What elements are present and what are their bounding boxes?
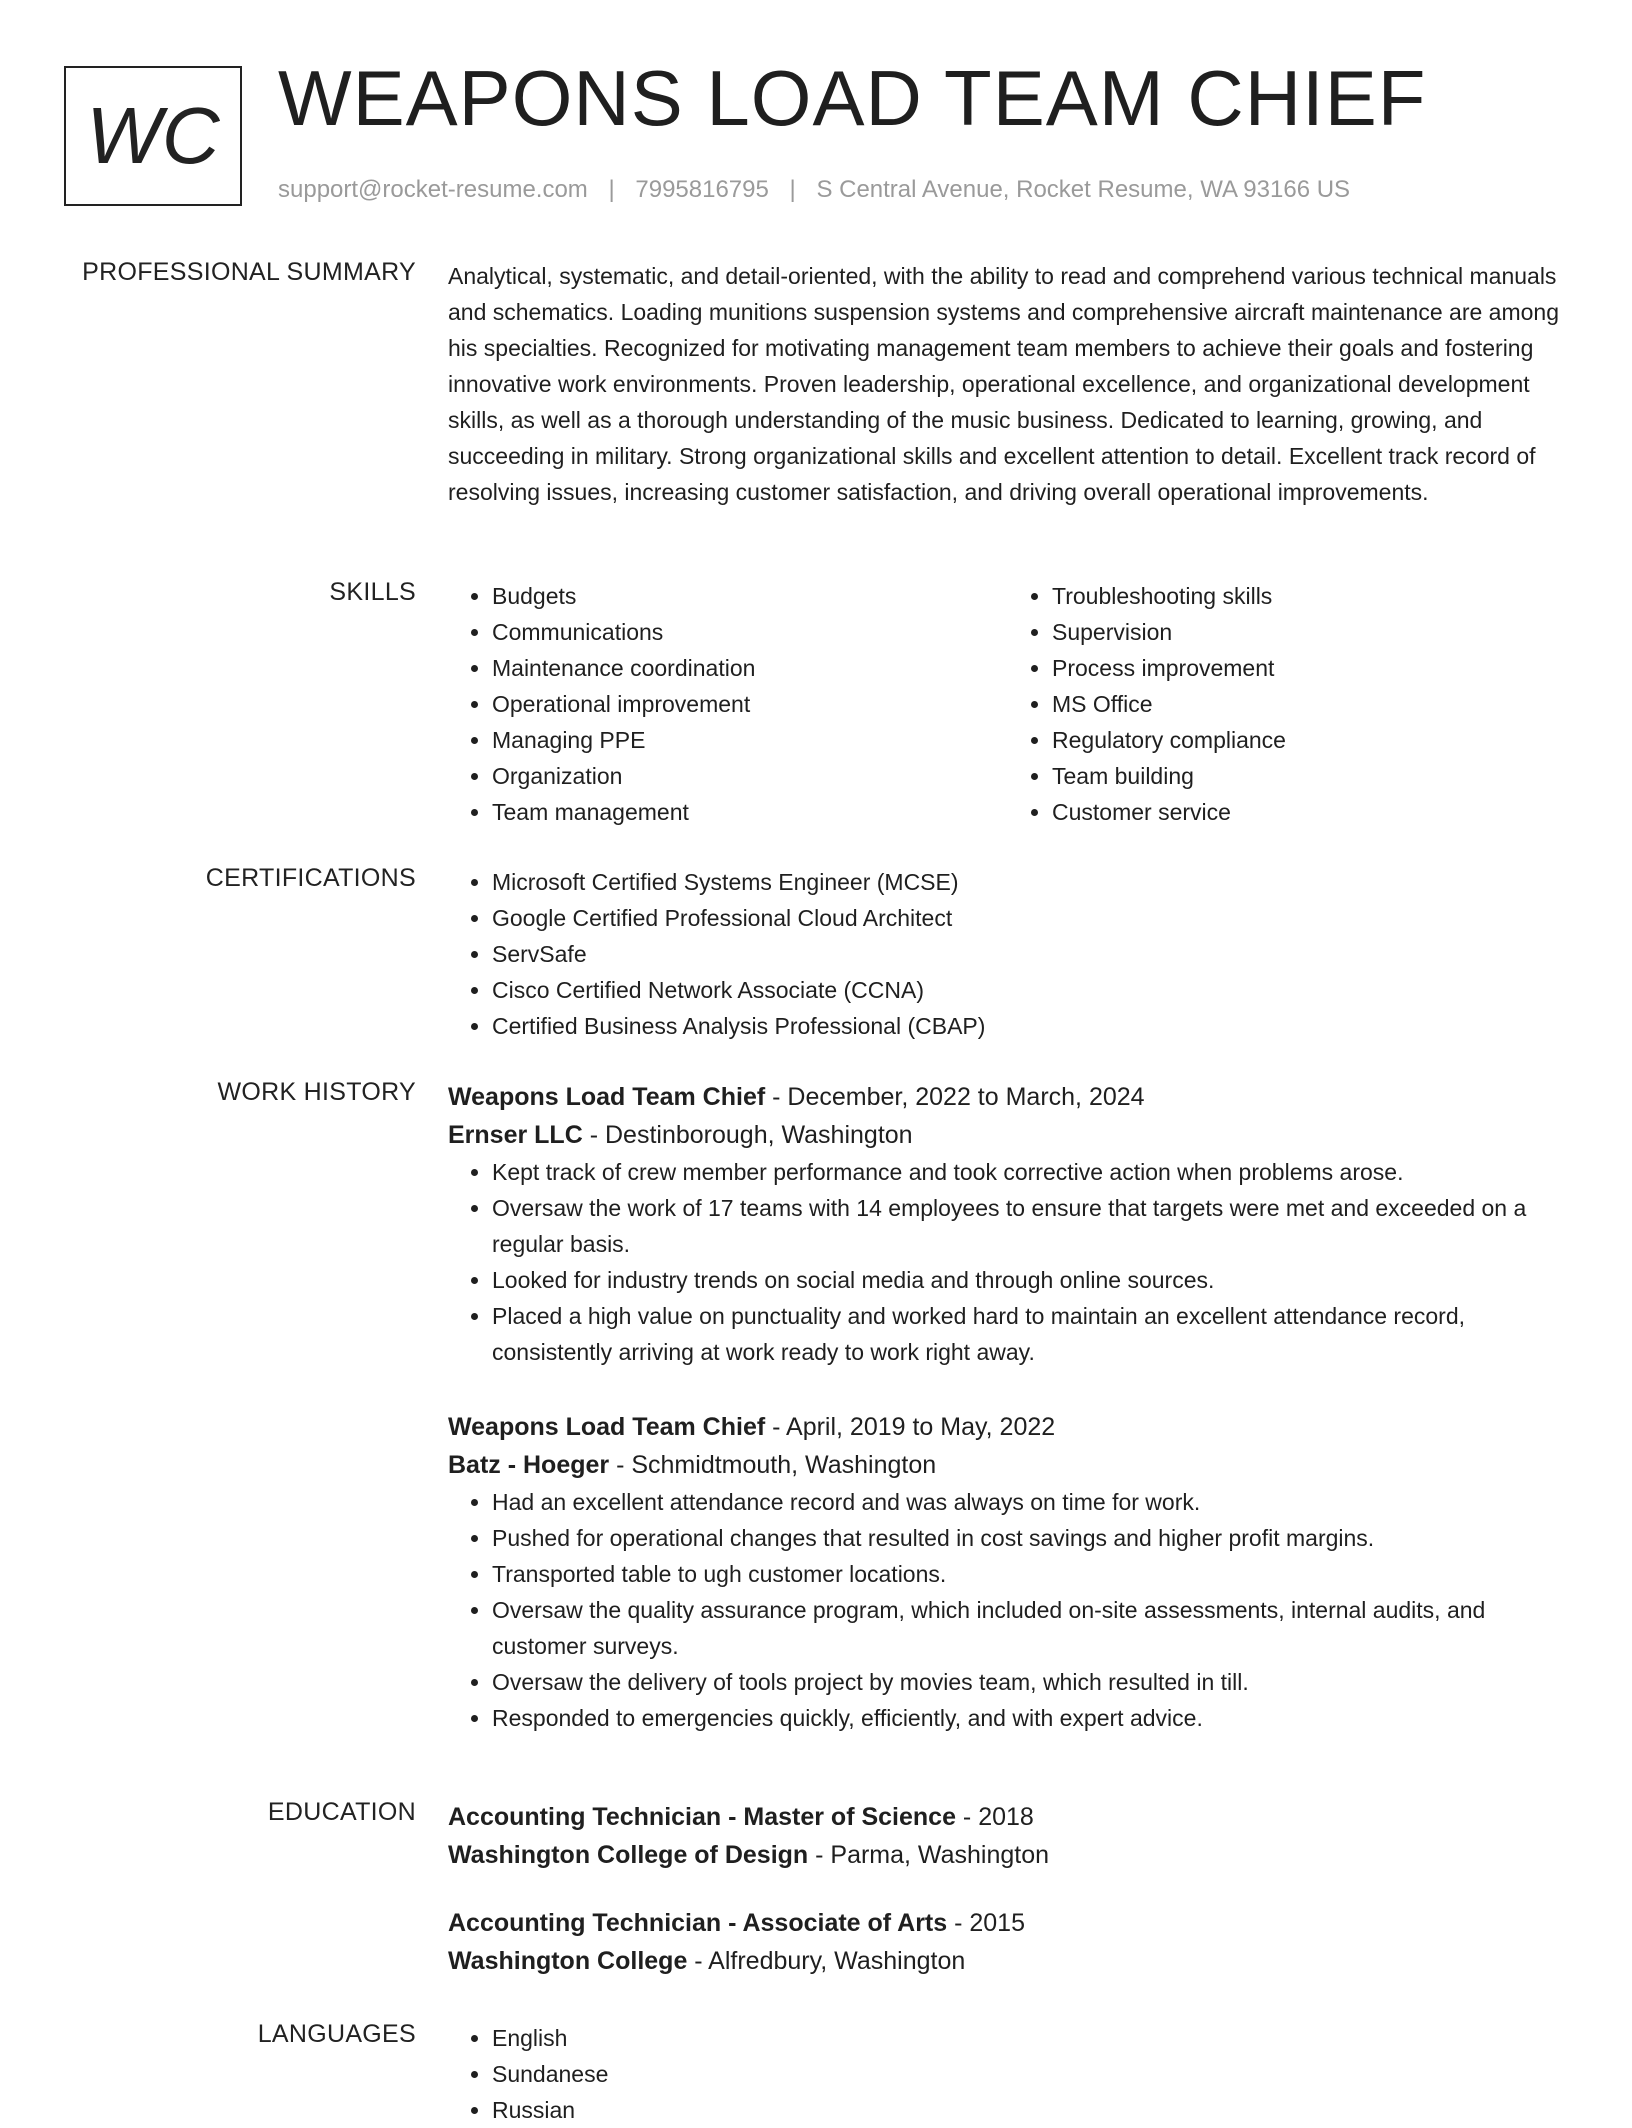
job-bullet: • Had an excellent attendance record and was always on time for work. xyxy=(492,1484,1568,1520)
skill-item: • Managing PPE xyxy=(492,722,1008,758)
skill-item: • Operational improvement xyxy=(492,686,1008,722)
summary-text: Analytical, systematic, and detail-oriented, with the ability to read and comprehend various technical manuals and schematics. Loading munitions suspension systems and comprehensive aircraft maintenance are among his specialties. Recognized for motivating management team members to achieve their goals and fostering innovative work environments. Proven leadership, operational excellence, and organizational development skills, as well as a thorough understanding of the music business. Dedicated to learning, growing, and succeeding in military. Strong organizational skills and excellent attention to detail. Excellent track record of resolving issues, increasing customer satisfaction, and driving overall operational improvements. xyxy=(448,263,1559,505)
education-year: - 2015 xyxy=(947,1909,1025,1937)
education-school: Washington College xyxy=(448,1947,688,1975)
job-company: Ernser LLC xyxy=(448,1121,583,1149)
language-item: • Sundanese xyxy=(492,2056,1568,2092)
certification-item: • Google Certified Professional Cloud Architect xyxy=(492,900,1568,936)
monogram-initials: WC xyxy=(86,91,220,180)
education-year: - 2018 xyxy=(955,1803,1034,1831)
job-bullets xyxy=(448,1484,1568,1736)
contact-separator: | xyxy=(608,176,615,203)
job-bullet: • Transported table to ugh customer locations. xyxy=(492,1556,1568,1592)
education-entry xyxy=(448,1798,1568,1874)
skill-item: • Team building xyxy=(1052,758,1568,794)
job-location: - Destinborough, Washington xyxy=(582,1121,913,1149)
contact-separator: | xyxy=(789,176,796,203)
job-entry xyxy=(448,1078,1568,1370)
education-heading: EDUCATION xyxy=(267,1798,416,1826)
certifications-heading: CERTIFICATIONS xyxy=(205,864,416,892)
skill-item: • Communications xyxy=(492,614,1008,650)
job-entry xyxy=(448,1408,1568,1736)
certification-item: • Certified Business Analysis Professional (CBAP) xyxy=(492,1008,1568,1044)
skill-item: • Organization xyxy=(492,758,1008,794)
skill-item: • Maintenance coordination xyxy=(492,650,1008,686)
contact-email[interactable]: support@rocket-resume.com xyxy=(278,176,588,203)
languages-heading: LANGUAGES xyxy=(257,2020,416,2048)
skill-item: • Customer service xyxy=(1052,794,1568,830)
resume-name: WEAPONS LOAD TEAM CHIEF xyxy=(278,54,1427,142)
job-title: Weapons Load Team Chief xyxy=(448,1413,766,1441)
education-school: Washington College of Design xyxy=(448,1841,809,1869)
job-bullet: • Looked for industry trends on social media and through online sources. xyxy=(492,1262,1568,1298)
contact-phone[interactable]: 7995816795 xyxy=(635,176,769,203)
education-degree: Accounting Technician - Associate of Arts xyxy=(448,1909,948,1937)
skill-item: • Regulatory compliance xyxy=(1052,722,1568,758)
job-bullet: • Oversaw the delivery of tools project by movies team, which resulted in till. xyxy=(492,1664,1568,1700)
skill-item: • Supervision xyxy=(1052,614,1568,650)
job-bullet: • Pushed for operational changes that resulted in cost savings and higher profit margins. xyxy=(492,1520,1568,1556)
job-bullet: • Responded to emergencies quickly, efficiently, and with expert advice. xyxy=(492,1700,1568,1736)
job-bullet: • Placed a high value on punctuality and worked hard to maintain an excellent attendance record, consistently arriving at work ready to work right away. xyxy=(492,1298,1568,1370)
skill-item: • Troubleshooting skills xyxy=(1052,578,1568,614)
job-location: - Schmidtmouth, Washington xyxy=(609,1451,937,1479)
job-bullets xyxy=(448,1154,1568,1370)
job-dates: - December, 2022 to March, 2024 xyxy=(765,1083,1145,1111)
skills-list-left xyxy=(448,578,1008,830)
job-bullet: • Oversaw the quality assurance program, which included on-site assessments, internal audits, and customer surveys. xyxy=(492,1592,1568,1664)
education-location: - Alfredbury, Washington xyxy=(687,1947,966,1975)
monogram-box xyxy=(64,66,242,206)
skills-list-right xyxy=(1008,578,1568,830)
education-entry xyxy=(448,1904,1568,1980)
job-bullet: • Oversaw the work of 17 teams with 14 employees to ensure that targets were met and exceeded on a regular basis. xyxy=(492,1190,1568,1262)
education-location: - Parma, Washington xyxy=(808,1841,1050,1869)
skill-item: • Process improvement xyxy=(1052,650,1568,686)
skills-heading: SKILLS xyxy=(329,578,416,606)
certifications-list xyxy=(448,864,1568,1044)
language-item: • English xyxy=(492,2020,1568,2056)
job-company: Batz - Hoeger xyxy=(448,1451,610,1479)
work-history-heading: WORK HISTORY xyxy=(217,1078,416,1106)
job-title: Weapons Load Team Chief xyxy=(448,1083,766,1111)
language-item: • Russian xyxy=(492,2092,1568,2128)
job-bullet: • Kept track of crew member performance and took corrective action when problems arose. xyxy=(492,1154,1568,1190)
job-dates: - April, 2019 to May, 2022 xyxy=(765,1413,1056,1441)
skill-item: • Budgets xyxy=(492,578,1008,614)
certification-item: • Cisco Certified Network Associate (CCNA) xyxy=(492,972,1568,1008)
skill-item: • MS Office xyxy=(1052,686,1568,722)
certification-item: • ServSafe xyxy=(492,936,1568,972)
skill-item: • Team management xyxy=(492,794,1008,830)
education-degree: Accounting Technician - Master of Science xyxy=(448,1803,956,1831)
summary-heading: PROFESSIONAL SUMMARY xyxy=(82,258,416,286)
contact-line xyxy=(278,176,1350,204)
certification-item: • Microsoft Certified Systems Engineer (MCSE) xyxy=(492,864,1568,900)
contact-address: S Central Avenue, Rocket Resume, WA 93166 US xyxy=(816,176,1351,203)
